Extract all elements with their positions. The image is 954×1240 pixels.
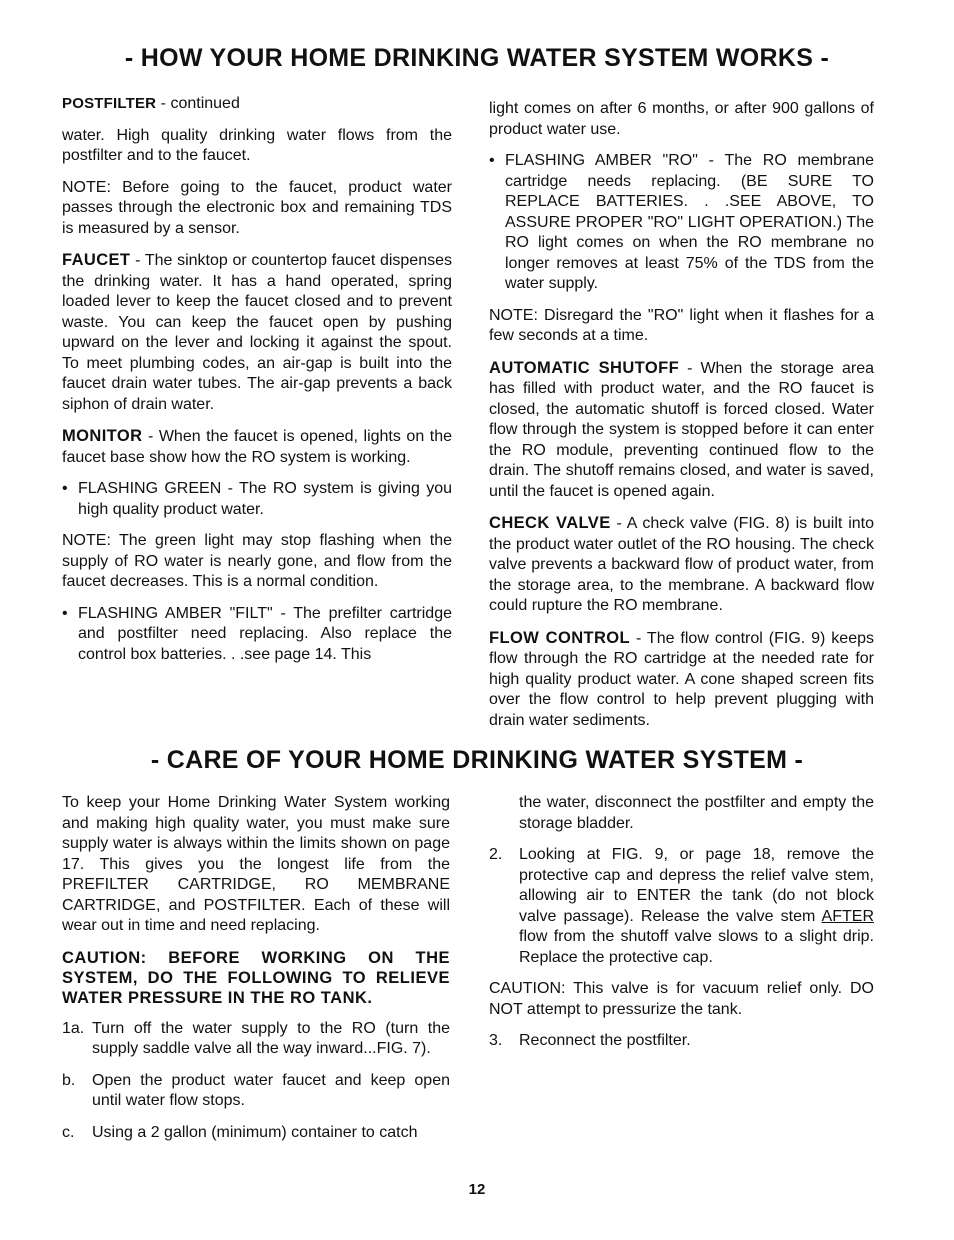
check-valve-paragraph	[489, 513, 874, 617]
flow-control-paragraph	[489, 628, 874, 732]
monitor-text: - When the faucet is opened, lights on the faucet base show how the RO system is working.	[62, 428, 452, 466]
step-c-continued	[489, 793, 874, 834]
section1-left-column	[62, 94, 452, 676]
postfilter-paragraph: water. High quality drinking water flows from the postfilter and to the faucet.	[62, 126, 452, 164]
step-text: Using a 2 gallon (minimum) container to catch	[92, 1123, 418, 1141]
step-text: the water, disconnect the postfilter and empty the storage bladder.	[519, 794, 874, 832]
caution-heading: CAUTION: BEFORE WORKING ON THE SYSTEM, DO THE FOLLOWING TO RELIEVE WATER PRESSURE IN THE RO TANK.	[62, 948, 450, 1007]
step-number: c.	[62, 1123, 75, 1141]
section1-right-column	[489, 99, 874, 742]
bullet-flashing-green	[62, 479, 452, 520]
postfilter-continued: - continued	[156, 95, 240, 112]
postfilter-heading-line	[62, 94, 452, 115]
step-text: Open the product water faucet and keep open until water flow stops.	[92, 1071, 450, 1109]
step-1a	[62, 1019, 450, 1060]
care-intro: To keep your Home Drinking Water System working and making high quality water, you must make sure supply water is always within the limits shown on page 17. This gives you the longest life from the PREFILTER CARTRIDGE, RO MEMBRANE CARTRIDGE, and POSTFILTER. Each of these will wear out in time and need replacing.	[62, 794, 450, 934]
filt-continued: light comes on after 6 months, or after 900 gallons of product water use.	[489, 100, 874, 138]
check-valve-text: - A check valve (FIG. 8) is built into the product water outlet of the RO housing. The check valve prevents a backward flow of product water, from the storage area, to the membrane. A backward flow could rupture the RO membrane.	[489, 515, 874, 614]
step-number: 2.	[489, 846, 503, 863]
bullet-text: FLASHING AMBER "FILT" - The prefilter cartridge and postfilter need replacing. Also replace the control box batteries. . .see page 14. This	[78, 604, 452, 663]
step-text: Reconnect the postfilter.	[519, 1032, 691, 1049]
bullet-icon: •	[62, 604, 68, 622]
step-2	[489, 845, 874, 968]
automatic-shutoff-keyword: AUTOMATIC SHUTOFF	[489, 358, 680, 377]
bullet-text: FLASHING AMBER "RO" - The RO membrane cartridge needs replacing. (BE SURE TO REPLACE BATTERIES. . .SEE ABOVE, TO ASSURE PROPER "RO" LIGHT OPERATION.) The RO light comes on when the RO membrane no longer removes at least 75% of the TDS from the water supply.	[505, 152, 874, 292]
postfilter-heading: POSTFILTER	[62, 95, 157, 112]
automatic-shutoff-text: - When the storage area has filled with product water, and the RO faucet is closed, the automatic shutoff is forced closed. Water flow through the system is stopped before it can enter the RO module, preventing continued flow to the drain. The shutoff remains closed, and water is saved, until the faucet is opened again.	[489, 359, 874, 500]
step-b	[62, 1071, 450, 1112]
step-text-part1: Looking at FIG. 9, or page 18, remove the protective cap and depress the relief valve stem, allowing air to ENTER the tank (do not block valve passage). Release the valve stem	[519, 846, 874, 925]
step-number: 1a.	[62, 1019, 85, 1037]
bullet-icon: •	[489, 152, 495, 169]
section2-right-column	[489, 793, 874, 1063]
step-number: b.	[62, 1071, 76, 1089]
check-valve-keyword: CHECK VALVE	[489, 514, 611, 532]
monitor-paragraph	[62, 426, 452, 468]
step-3	[489, 1031, 874, 1052]
step-text-part2: flow from the shutoff valve slows to a slight drip. Replace the protective cap.	[519, 928, 874, 966]
flow-control-keyword: FLOW CONTROL	[489, 628, 631, 647]
bullet-flashing-amber-ro	[489, 151, 874, 295]
faucet-paragraph	[62, 250, 452, 415]
step-number: 3.	[489, 1032, 503, 1049]
page-number: 12	[468, 1181, 486, 1198]
faucet-keyword: FAUCET	[62, 251, 131, 269]
vacuum-relief-caution: CAUTION: This valve is for vacuum relief only. DO NOT attempt to pressurize the tank.	[489, 980, 874, 1018]
step-c	[62, 1123, 450, 1144]
bullet-icon: •	[62, 480, 68, 497]
postfilter-note: NOTE: Before going to the faucet, product water passes through the electronic box and remaining TDS is measured by a sensor.	[62, 178, 452, 237]
flow-control-text: - The flow control (FIG. 9) keeps flow through the RO cartridge at the needed rate for high quality product water. A cone shaped screen fits over the flow control to help prevent plugging with drain water sediments.	[489, 629, 874, 729]
step-text-after-emphasis: AFTER	[821, 907, 874, 925]
section2-left-column	[62, 793, 450, 1154]
faucet-text: - The sinktop or countertop faucet dispenses the drinking water. It has a hand operated, spring loaded lever to keep the faucet closed and to prevent waste. You can keep the faucet open by pushing upward on the lever and locking it against the spout. To meet plumbing codes, an air-gap is built into the faucet drain water tubes. The air-gap prevents a back siphon of drain water.	[62, 252, 452, 413]
green-light-note: NOTE: The green light may stop flashing when the supply of RO water is nearly gone, and flow from the faucet decreases. This is a normal condition.	[62, 532, 452, 590]
bullet-text: FLASHING GREEN - The RO system is giving you high quality product water.	[78, 480, 452, 518]
monitor-keyword: MONITOR	[62, 427, 143, 445]
step-text: Turn off the water supply to the RO (turn the supply saddle valve all the way inward...FIG. 7).	[92, 1019, 450, 1057]
ro-light-note: NOTE: Disregard the "RO" light when it flashes for a few seconds at a time.	[489, 306, 874, 344]
section-title-care: - CARE OF YOUR HOME DRINKING WATER SYSTEM -	[150, 746, 804, 774]
automatic-shutoff-paragraph	[489, 358, 874, 503]
section-title-how-it-works: - HOW YOUR HOME DRINKING WATER SYSTEM WORKS -	[124, 44, 830, 72]
bullet-flashing-amber-filt	[62, 604, 452, 666]
